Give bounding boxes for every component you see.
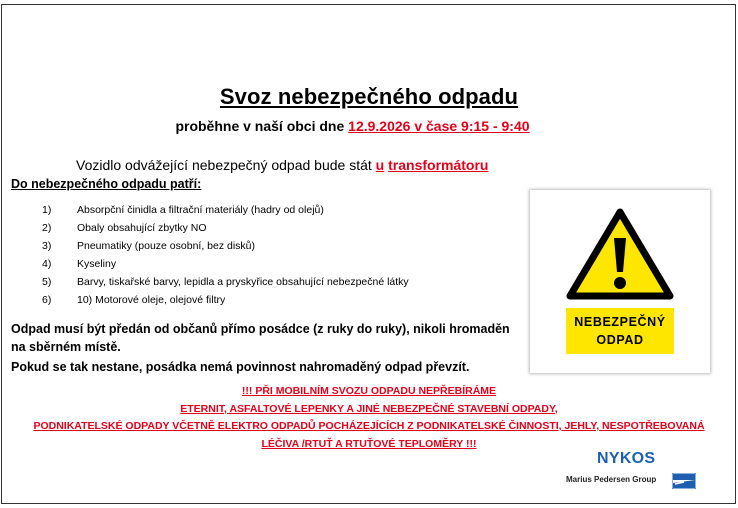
vehicle-prefix: Vozidlo odvážející nebezpečný odpad bude stát — [76, 157, 376, 173]
company-logo-sub: Marius Pedersen Group — [566, 475, 657, 484]
list-item: 3) Pneumatiky (pouze osobní, bez disků) — [42, 240, 256, 252]
vehicle-location — [76, 157, 488, 173]
list-item: 4) Kyseliny — [42, 258, 117, 270]
hazard-sign-label — [566, 308, 674, 354]
page-title: Svoz nebezpečného odpadu — [219, 84, 519, 109]
notice-line: LÉČIVA /RTUŤ A RTUŤOVÉ TEPLOMĚRY !!! — [261, 437, 477, 450]
notice-line: PODNIKATELSKÉ ODPADY VČETNĚ ELEKTRO ODPADŮ POCHÁZEJÍCÍCH Z PODNIKATELSKÉ ČINNOSTI, JEHLY, NESPOTŘEBOVANÁ — [33, 420, 705, 432]
warning-triangle-icon — [566, 208, 674, 302]
subtitle — [0, 118, 705, 134]
list-item: 6) 10) Motorové oleje, olejové filtry — [42, 294, 226, 306]
no-obligation-paragraph: Pokud se tak nestane, posádka nemá povinnost nahromaděný odpad převzít. — [11, 360, 470, 374]
hazard-sign — [530, 190, 710, 373]
handover-paragraph: Odpad musí být předán od občanů přímo posádce (z ruky do ruky), nikoli hromaděn na sběrném místě. — [11, 322, 510, 354]
list-item: 2) Obaly obsahující zbytky NO — [42, 222, 207, 234]
vehicle-place-pre: u — [375, 157, 385, 173]
exclusions-notice — [0, 383, 738, 453]
list-item: 5) Barvy, tiskařské barvy, lepidla a pryskyřice obsahující nebezpečné látky — [42, 276, 409, 288]
list-item: 1) Absorpční činidla a filtrační materiály (hadry od olejů) — [42, 204, 324, 216]
notice-line: !!! PŘI MOBILNÍM SVOZU ODPADU NEPŘEBÍRÁME — [241, 385, 497, 397]
company-logo-name: NYKOS — [597, 450, 656, 467]
list-heading: Do nebezpečného odpadu patří: — [11, 177, 202, 191]
subtitle-prefix: proběhne v naší obci dne — [175, 118, 349, 134]
waste-list — [42, 201, 409, 309]
vehicle-place: transformátoru — [388, 157, 489, 173]
nykos-logo-mark-icon — [672, 473, 696, 489]
collection-date-time: 12.9.2026 v čase 9:15 - 9:40 — [348, 118, 530, 134]
hazard-sign-line2: ODPAD — [596, 333, 644, 347]
notice-line: ETERNIT, ASFALTOVÉ LEPENKY A JINÉ NEBEZPEČNÉ STAVEBNÍ ODPADY, — [180, 402, 558, 415]
hazard-sign-line1: NEBEZPEČNÝ — [574, 315, 666, 329]
